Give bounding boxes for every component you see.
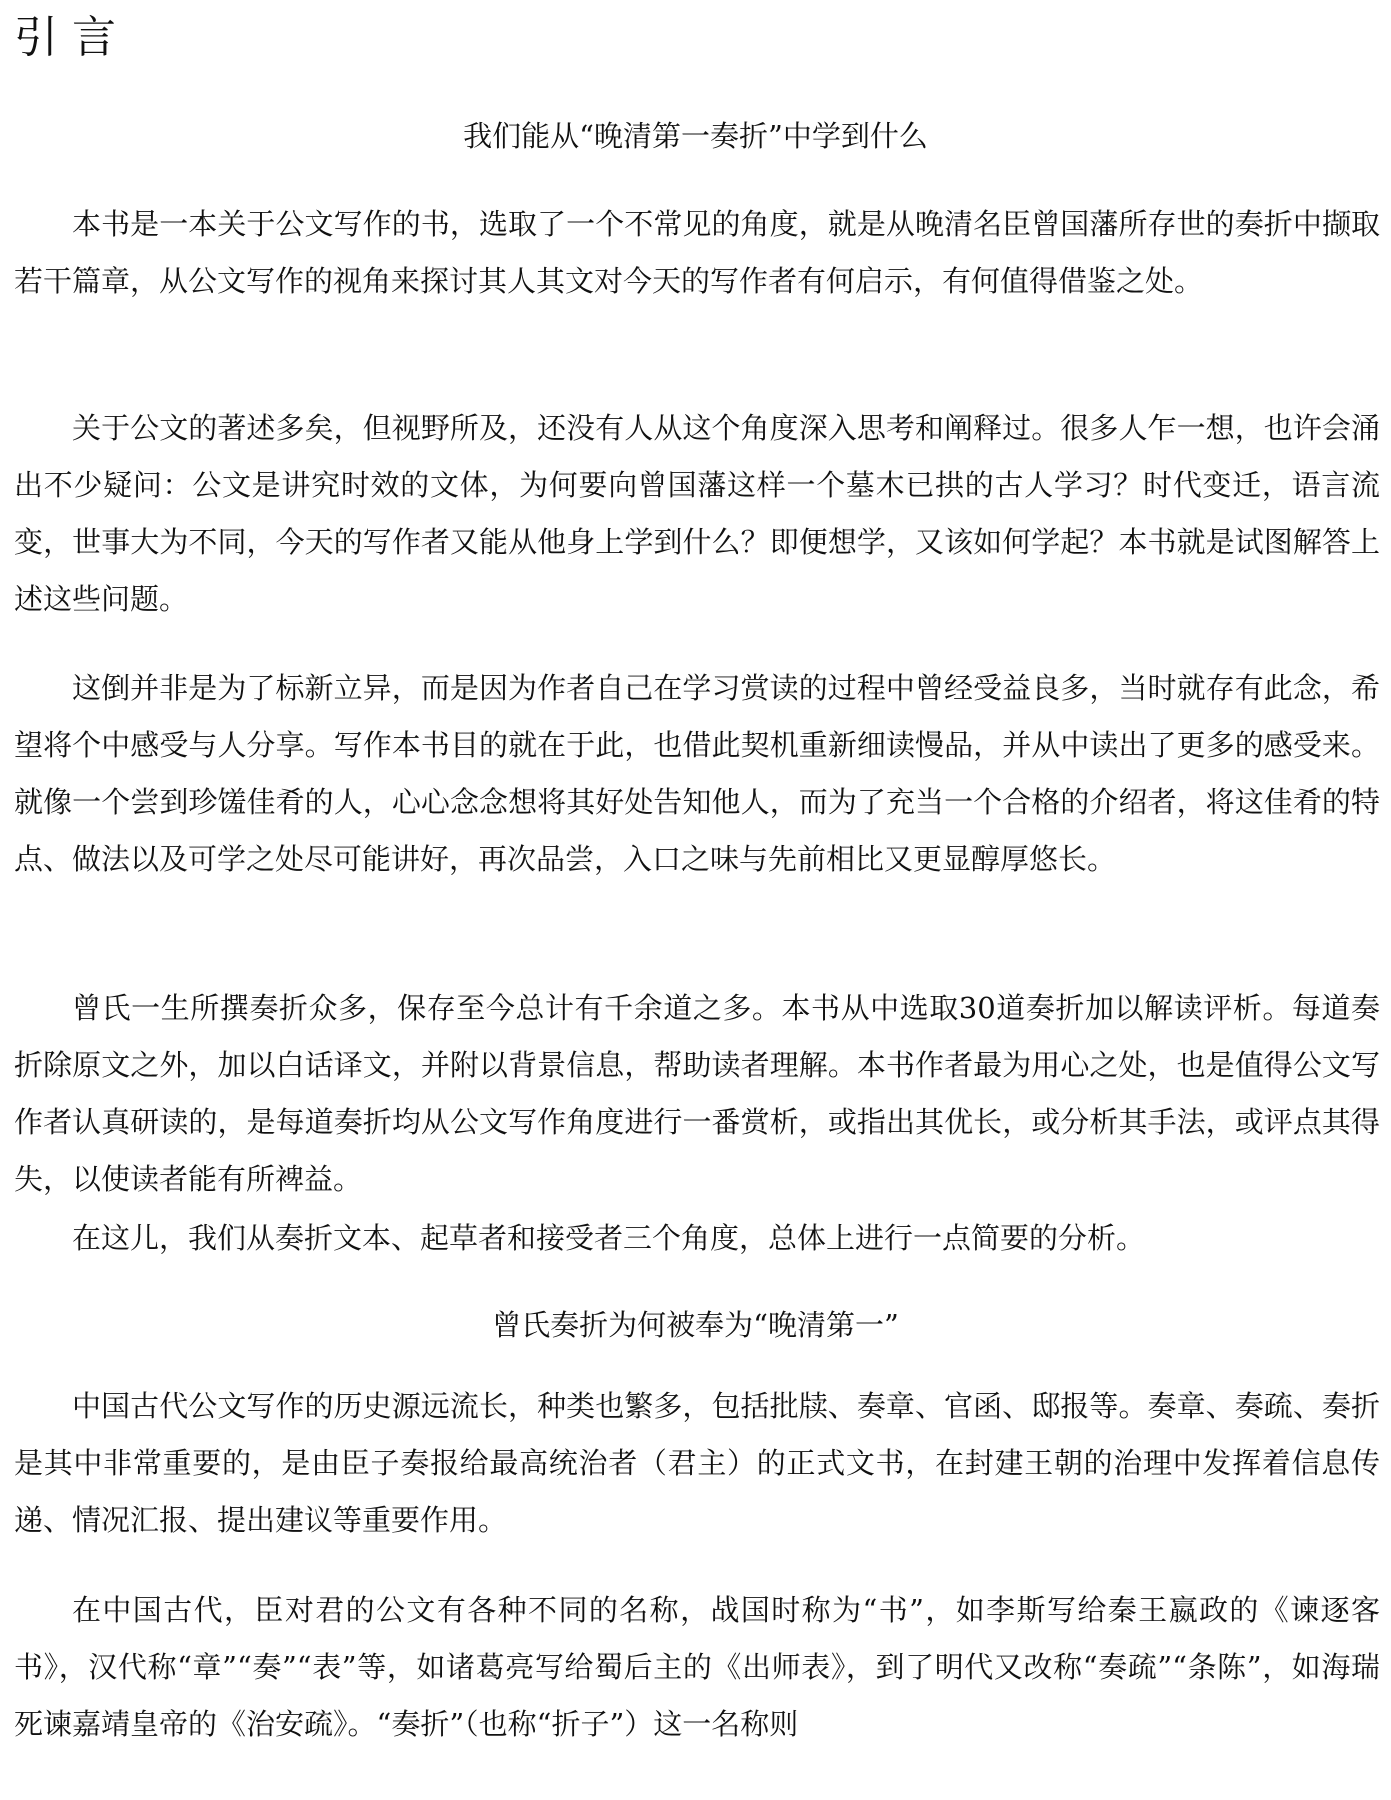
paragraph: 在这儿，我们从奏折文本、起草者和接受者三个角度，总体上进行一点简要的分析。: [72, 1221, 1146, 1255]
paragraph: 曾氏一生所撰奏折众多，保存至今总计有千余道之多。本书从中选取30道奏折加以解读评析。每道奏折除原文之外，加以白话译文，并附以背景信息，帮助读者理解。本书作者最为用心之处，也是值得公文写作者认真研读的，是每道奏折均从公文写作角度进行一番赏析，或指出其优长，或分析其手法，或评点其得失，以使读者能有所裨益。: [14, 991, 1380, 1196]
paragraph: 在中国古代，臣对君的公文有各种不同的名称，战国时称为“书”，如李斯写给秦王嬴政的《谏逐客书》，汉代称“章”“奏”“表”等，如诸葛亮写给蜀后主的《出师表》，到了明代又改称“奏疏”“条陈”，如海瑞死谏嘉靖皇帝的《治安疏》。“奏折”（也称“折子”）这一名称则: [14, 1593, 1380, 1741]
paragraph: 本书是一本关于公文写作的书，选取了一个不常见的角度，就是从晚清名臣曾国藩所存世的奏折中撷取若干篇章，从公文写作的视角来探讨其人其文对今天的写作者有何启示，有何值得借鉴之处。: [14, 207, 1380, 298]
paragraph: 这倒并非是为了标新立异，而是因为作者自己在学习赏读的过程中曾经受益良多，当时就存有此念，希望将个中感受与人分享。写作本书目的就在于此，也借此契机重新细读慢品，并从中读出了更多的感受来。就像一个尝到珍馐佳肴的人，心心念念想将其好处告知他人，而为了充当一个合格的介绍者，将这佳肴的特点、做法以及可学之处尽可能讲好，再次品尝，入口之味与先前相比又更显醇厚悠长。: [14, 671, 1380, 876]
paragraph: 中国古代公文写作的历史源远流长，种类也繁多，包括批牍、奏章、官函、邸报等。奏章、奏疏、奏折是其中非常重要的，是由臣子奏报给最高统治者（君主）的正式文书，在封建王朝的治理中发挥着信息传递、情况汇报、提出建议等重要作用。: [14, 1389, 1380, 1537]
section-heading: 曾氏奏折为何被奉为“晚清第一”: [492, 1308, 899, 1342]
section-heading: 我们能从“晚清第一奏折”中学到什么: [463, 119, 928, 153]
chapter-title: 引言: [14, 12, 130, 63]
paragraph: 关于公文的著述多矣，但视野所及，还没有人从这个角度深入思考和阐释过。很多人乍一想，也许会涌出不少疑问：公文是讲究时效的文体，为何要向曾国藩这样一个墓木已拱的古人学习？时代变迁，语言流变，世事大为不同，今天的写作者又能从他身上学到什么？即便想学，又该如何学起？本书就是试图解答上述这些问题。: [14, 411, 1380, 616]
